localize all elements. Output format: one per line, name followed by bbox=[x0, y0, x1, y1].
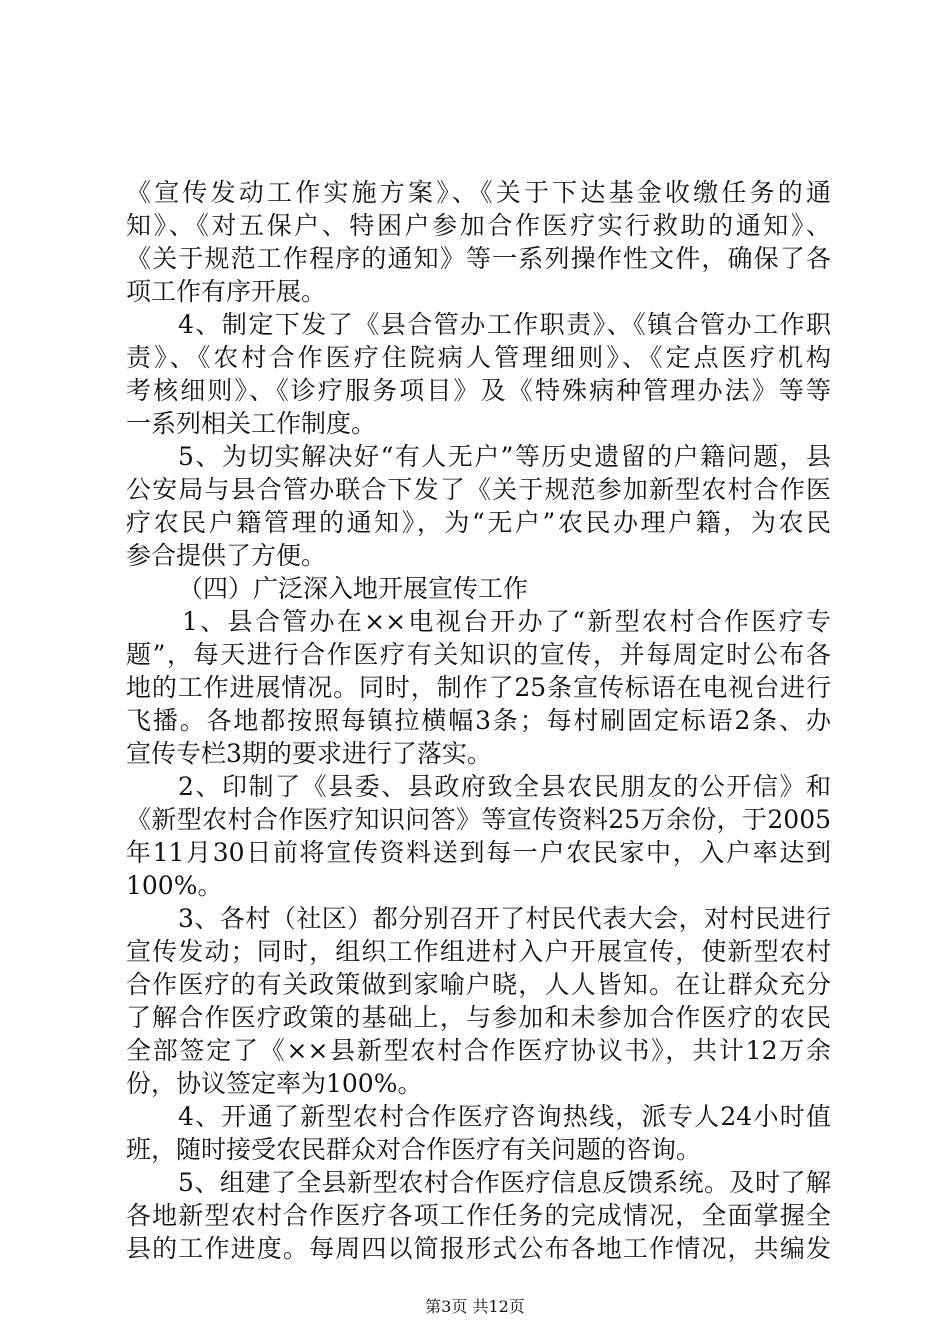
body-line: 宣传发动；同时，组织工作组进村入户开展宣传，使新型农村 bbox=[126, 937, 831, 966]
body-line: 年11月30日前将宣传资料送到每一户农民家中，入户率达到 bbox=[126, 838, 831, 867]
section-heading: （四）广泛深入地开展宣传工作 bbox=[178, 574, 529, 603]
body-line: 宣传专栏3期的要求进行了落实。 bbox=[126, 739, 492, 768]
body-line: 县的工作进度。每周四以简报形式公布各地工作情况，共编发 bbox=[126, 1234, 831, 1263]
body-line: 4、制定下发了《县合管办工作职责》、《镇合管办工作职 bbox=[178, 310, 831, 339]
body-line: 5、为切实解决好“有人无户”等历史遗留的户籍问题，县 bbox=[178, 442, 831, 471]
body-line: 公安局与县合管办联合下发了《关于规范参加新型农村合作医 bbox=[126, 475, 831, 504]
body-line: 全部签定了《××县新型农村合作医疗协议书》，共计12万余 bbox=[126, 1036, 831, 1065]
body-line: 飞播。各地都按照每镇拉横幅3条；每村刷固定标语2条、办 bbox=[126, 706, 831, 735]
body-line: 考核细则》、《诊疗服务项目》及《特殊病种管理办法》等等 bbox=[126, 376, 831, 405]
body-line: 《关于规范工作程序的通知》等一系列操作性文件，确保了各 bbox=[126, 244, 831, 273]
body-line: 4、开通了新型农村合作医疗咨询热线，派专人24小时值 bbox=[178, 1102, 831, 1131]
body-line: 题”，每天进行合作医疗有关知识的宣传，并每周定时公布各 bbox=[126, 640, 831, 669]
body-line: 1、县合管办在××电视台开办了“新型农村合作医疗专 bbox=[182, 607, 831, 636]
body-line: 项工作有序开展。 bbox=[126, 277, 327, 306]
body-line: 3、各村（社区）都分别召开了村民代表大会，对村民进行 bbox=[178, 904, 831, 933]
body-line: 100%。 bbox=[126, 871, 223, 900]
body-line: 一系列相关工作制度。 bbox=[126, 409, 377, 438]
body-line: 知》、《对五保户、特困户参加合作医疗实行救助的通知》、 bbox=[126, 211, 831, 240]
body-line: 《新型农村合作医疗知识问答》等宣传资料25万余份，于2005 bbox=[126, 805, 831, 834]
body-line: 疗农民户籍管理的通知》，为“无户”农民办理户籍，为农民 bbox=[126, 508, 831, 537]
body-line: 参合提供了方便。 bbox=[126, 541, 327, 570]
body-line: 地的工作进展情况。同时，制作了25条宣传标语在电视台进行 bbox=[126, 673, 831, 702]
body-line: 2、印制了《县委、县政府致全县农民朋友的公开信》和 bbox=[178, 772, 831, 801]
page-number: 第3页 共12页 bbox=[425, 1297, 525, 1316]
body-line: 班，随时接受农民群众对合作医疗有关问题的咨询。 bbox=[126, 1135, 702, 1164]
body-line: 了解合作医疗政策的基础上，与参加和未参加合作医疗的农民 bbox=[126, 1003, 831, 1032]
body-line: 《宣传发动工作实施方案》、《关于下达基金收缴任务的通 bbox=[126, 178, 831, 207]
body-line: 5、组建了全县新型农村合作医疗信息反馈系统。及时了解 bbox=[178, 1168, 831, 1197]
body-line: 合作医疗的有关政策做到家喻户晓，人人皆知。在让群众充分 bbox=[126, 970, 831, 999]
body-line: 各地新型农村合作医疗各项工作任务的完成情况，全面掌握全 bbox=[126, 1201, 831, 1230]
body-line: 份，协议签定率为100%。 bbox=[126, 1069, 423, 1098]
body-line: 责》、《农村合作医疗住院病人管理细则》、《定点医疗机构 bbox=[126, 343, 831, 372]
